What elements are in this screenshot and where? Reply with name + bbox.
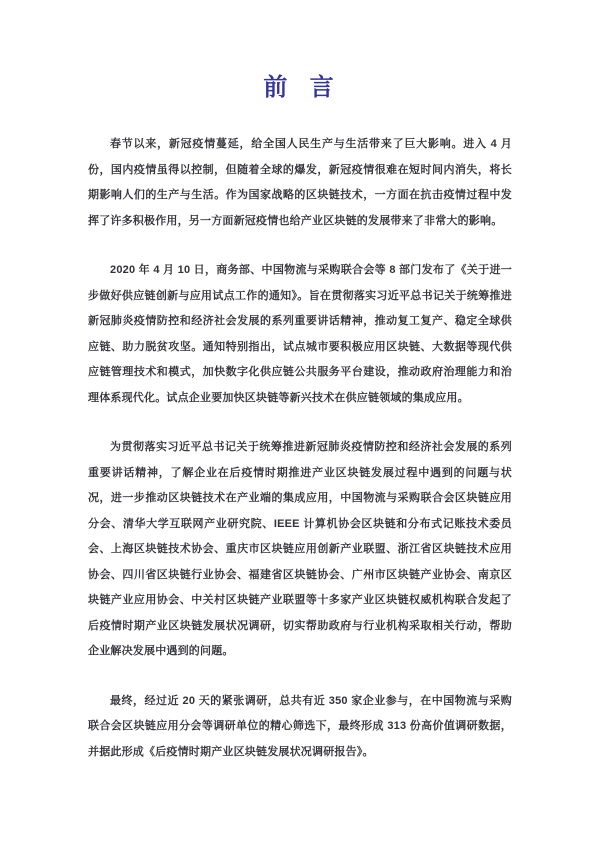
paragraph-2: 2020 年 4 月 10 日，商务部、中国物流与采购联合会等 8 部门发布了《关于进一步做好供应链创新与应用试点工作的通知》。旨在贯彻落实习近平总书记关于统筹推进新冠肺炎疫情防控和经济社会发展的系列重要讲话精神，推动复工复产、稳定全球供应链、助力脱贫攻坚。通知特别指出，试点城市要积极应用区块链、大数据等现代供应链管理技术和模式，加快数字化供应链公共服务平台建设，推动政府治理能力和治理体系现代化。试点企业要加快区块链等新兴技术在供应链领域的集成应用。 xyxy=(88,264,512,404)
paragraph-1: 春节以来，新冠疫情蔓延，给全国人民生产与生活带来了巨大影响。进入 4 月份，国内疫情虽得以控制，但随着全球的爆发，新冠疫情很难在短时间内消失，将长期影响人们的生产与生活。作为国家战略的区块链技术，一方面在抗击疫情过程中发挥了许多积极作用，另一方面新冠疫情也给产业区块链的发展带来了非常大的影响。 xyxy=(88,138,512,227)
paragraph-3: 为贯彻落实习近平总书记关于统筹推进新冠肺炎疫情防控和经济社会发展的系列重要讲话精神，了解企业在后疫情时期推进产业区块链发展过程中遇到的问题与状况，进一步推动区块链技术在产业端的集成应用，中国物流与采购联合会区块链应用分会、清华大学互联网产业研究院、IEEE 计算机协会区块链和分布式记账技术委员会、上海区块链技术协会、重庆市区块链应用创新产业联盟、浙江省区块链技术应用协会、四川省区块链行业协会、福建省区块链协会、广州市区块链产业协会、南京区块链产业应用协会、中关村区块链产业联盟等十多家产业区块链权威机构联合发起了后疫情时期产业区块链发展状况调研，切实帮助政府与行业机构采取相关行动，帮助企业解决发展中遇到的问题。 xyxy=(88,441,512,657)
paragraph-4: 最终，经过近 20 天的紧张调研，总共有近 350 家企业参与，在中国物流与采购联合会区块链应用分会等调研单位的精心筛选下，最终形成 313 份高价值调研数据，并据此形成《后疫情时期产业区块链发展状况调研报告》。 xyxy=(88,694,512,758)
page-title: 前 言 xyxy=(263,74,337,101)
